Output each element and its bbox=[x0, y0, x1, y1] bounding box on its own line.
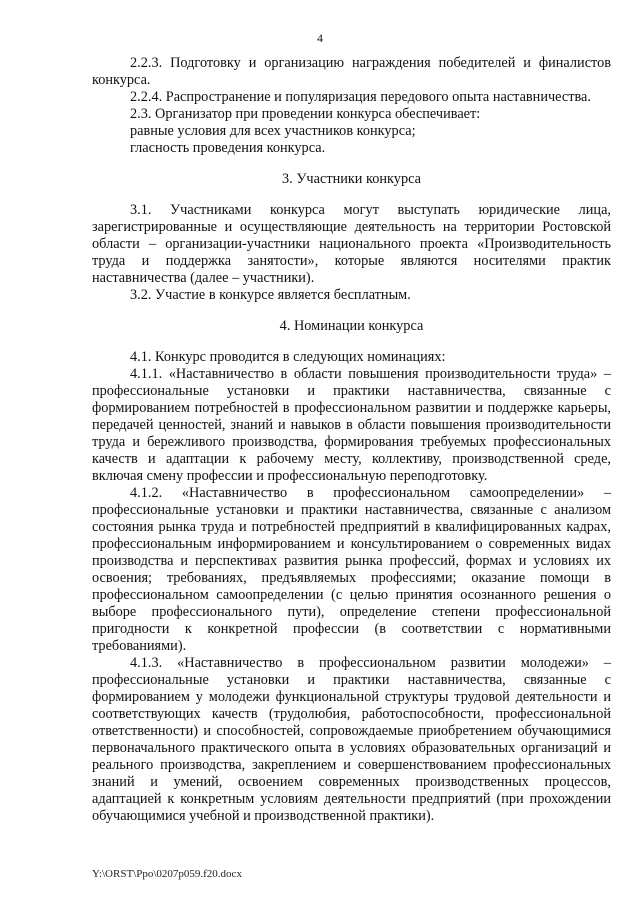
list-item-publicity: гласность проведения конкурса. bbox=[130, 140, 326, 156]
paragraph-4-1: 4.1. Конкурс проводится в следующих номинациях: bbox=[130, 349, 446, 365]
list-item-equal-conditions: равные условия для всех участников конкурса; bbox=[130, 123, 416, 139]
section-4-heading: 4. Номинации конкурса bbox=[279, 318, 424, 334]
page-number: 4 bbox=[317, 31, 323, 45]
paragraph-2-2-4: 2.2.4. Распространение и популяризация передового опыта наставничества. bbox=[130, 89, 591, 105]
footer-file-path: Y:\ORST\Ppo\0207p059.f20.docx bbox=[92, 868, 242, 880]
paragraph-3-1: 3.1. Участниками конкурса могут выступать юридические лица, зарегистрированные и осуществляющие деятельность на территории Ростовской области – организации-участники национального проекта «Производительность труда и поддержка занятости», которые являются носителями практик наставничества (далее – участники). bbox=[92, 202, 611, 286]
section-3-heading: 3. Участники конкурса bbox=[282, 171, 421, 187]
paragraph-2-2-3: 2.2.3. Подготовку и организацию награждения победителей и финалистов конкурса. bbox=[92, 55, 611, 88]
paragraph-3-2: 3.2. Участие в конкурсе является бесплатным. bbox=[130, 287, 411, 303]
paragraph-2-3: 2.3. Организатор при проведении конкурса обеспечивает: bbox=[130, 106, 481, 122]
paragraph-4-1-3: 4.1.3. «Наставничество в профессиональном развитии молодежи» – профессиональные установки и практики наставничества, связанные с формированием у молодежи функциональной структуры трудовой деятельности и соответствующих качеств (трудолюбия, работоспособности, профессиональной ответственности) и способностей, сопровождаемые приобретением обучающимися первоначального практического опыта в условиях образовательных организаций и реального производства, закреплением и совершенствованием профессиональных знаний и умений, освоением современных производственных процессов, адаптацией к конкретным условиям деятельности предприятий (при прохождении обучающимися учебной и производственной практики). bbox=[92, 655, 611, 824]
paragraph-4-1-2: 4.1.2. «Наставничество в профессиональном самоопределении» – профессиональные установки и практики наставничества, связанные с анализом состояния рынка труда и потребностей предприятий в квалифицированных кадрах, профессиональным информированием и консультированием о современных видах производства и перспективах развития рынка профессий, формах и условиях их освоения; требованиях, предъявляемых профессиями; оказание помощи в профессиональном самоопределении (с целью принятия осознанного решения о выборе профессионального пути), определение степени профессиональной пригодности к конкретной профессии (в соответствии с нормативными требованиями). bbox=[92, 485, 611, 654]
paragraph-4-1-1: 4.1.1. «Наставничество в области повышения производительности труда» – профессиональные установки и практики наставничества, связанные с формированием потребностей в профессиональном развитии и поддержке карьеры, передачей ценностей, знаний и навыков в области повышения производительности труда и бережливого производства, формирования требуемых профессиональных качеств и адаптации к рабочему месту, коллективу, производственной среде, включая смену профессии и профессиональную переподготовку. bbox=[92, 366, 611, 484]
document-body bbox=[92, 55, 611, 825]
